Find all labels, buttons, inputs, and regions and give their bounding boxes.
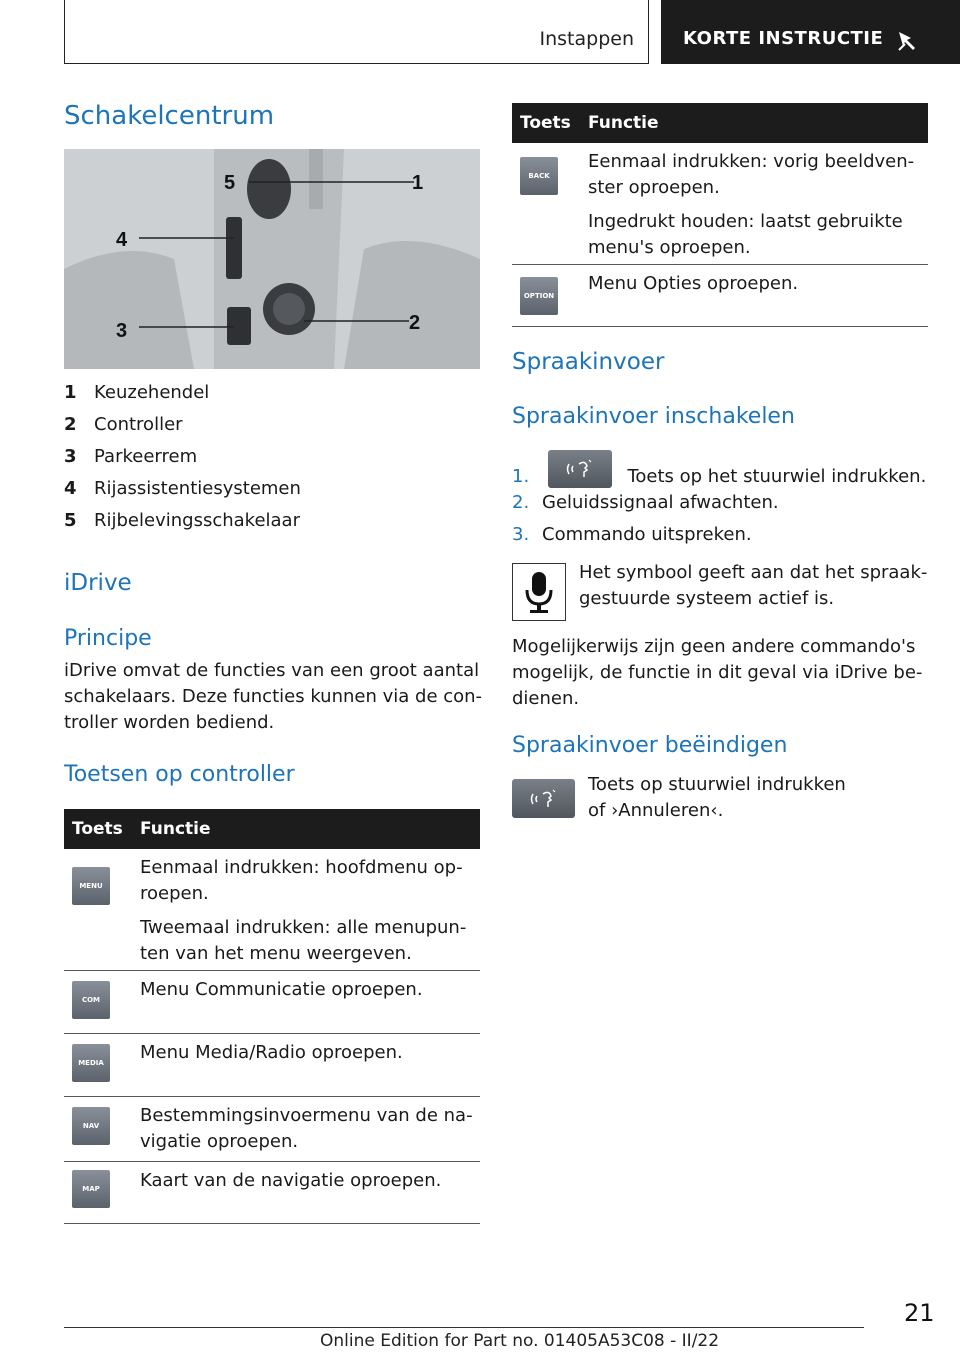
table-row (512, 265, 928, 327)
text-line: ten van het menu weergeven. (140, 943, 412, 964)
text-line: ster oproepen. (588, 177, 720, 198)
text-line: Eenmaal indrukken: vorig beeldven- (588, 151, 915, 172)
row-description (140, 1103, 473, 1155)
callout-2: 2 (409, 312, 421, 334)
legend-label: Controller (94, 414, 183, 435)
console-illustration (64, 149, 480, 369)
heading-idrive: iDrive (64, 570, 132, 596)
row-description (140, 1168, 441, 1194)
text-line: roepen. (140, 883, 209, 904)
controller-keys-table-continued (512, 103, 928, 327)
voice-button-icon (512, 779, 575, 818)
text-line: troller worden bediend. (64, 712, 275, 733)
step-text: Geluidssignaal afwachten. (542, 492, 779, 513)
text-line: schakelaars. Deze functies kunnen via de con- (64, 686, 483, 707)
footer-edition: Online Edition for Part no. 01405A53C08 - II/22 (320, 1331, 720, 1351)
option-key-icon: OPTION (520, 277, 558, 315)
text-line: Eenmaal indrukken: hoofdmenu op- (140, 857, 463, 878)
row-description (588, 271, 798, 297)
table-header (512, 103, 928, 143)
table-header (64, 809, 480, 849)
symbol-note (579, 560, 927, 612)
nav-key-icon: NAV (72, 1107, 110, 1145)
text-line: Het symbool geeft aan dat het spraak- (579, 562, 928, 583)
table-row (64, 1034, 480, 1097)
legend-label: Rijassistentiesystemen (94, 478, 301, 499)
legend-num: 2 (64, 414, 77, 435)
legend-num: 4 (64, 478, 77, 499)
legend-label: Rijbelevingsschakelaar (94, 510, 300, 531)
text-line: mogelijk, de functie in dit geval via iDrive be- (512, 662, 923, 683)
gear-console-figure (64, 149, 480, 369)
legend-num: 1 (64, 382, 77, 403)
section-title: Instappen (539, 28, 634, 50)
table-row (512, 143, 928, 265)
callout-4: 4 (116, 229, 128, 251)
chapter-tab (661, 0, 960, 64)
menu-key-icon: MENU (72, 867, 110, 905)
text-line: vigatie oproepen. (140, 1131, 299, 1152)
back-key-icon: BACK (520, 157, 558, 195)
text-line: iDrive omvat de functies van een groot aantal (64, 660, 480, 681)
header-section-box (64, 0, 649, 64)
step-1 (512, 458, 926, 496)
text-line: Bestemmingsinvoermenu van de na- (140, 1105, 473, 1126)
pointer-icon (897, 30, 919, 52)
step-text: Commando uitspreken. (542, 524, 752, 545)
col-function: Functie (588, 113, 659, 133)
media-key-icon: MEDIA (72, 1044, 110, 1082)
step-number: 2. (512, 492, 530, 513)
text-line: Menu Communicatie oproepen. (140, 979, 423, 1000)
callout-5: 5 (224, 172, 236, 194)
com-key-icon: COM (72, 981, 110, 1019)
legend-num: 5 (64, 510, 77, 531)
text-line: Tweemaal indrukken: alle menupun- (140, 917, 467, 938)
table-row (64, 1097, 480, 1162)
principle-text (64, 658, 482, 736)
heading-spraakinvoer: Spraakinvoer (512, 349, 665, 375)
table-row (64, 849, 480, 971)
text-line: of ›Annuleren‹. (588, 800, 724, 821)
chapter-title: KORTE INSTRUCTIE (683, 28, 884, 49)
legend-item (64, 510, 300, 531)
legend-item (64, 478, 301, 499)
step-2 (512, 492, 779, 513)
callout-1: 1 (412, 172, 424, 194)
row-description (588, 149, 914, 269)
voice-button-icon (548, 450, 612, 488)
legend-label: Keuzehendel (94, 382, 210, 403)
legend-item (64, 414, 183, 435)
text-line: menu's oproepen. (588, 237, 751, 258)
text-line: Mogelijkerwijs zijn geen andere commando's (512, 636, 916, 657)
heading-spraakinvoer-beeindigen: Spraakinvoer beëindigen (512, 733, 788, 758)
possibly-text (512, 634, 922, 712)
step-text: Toets op het stuurwiel indrukken. (627, 466, 927, 487)
callout-3: 3 (116, 320, 128, 342)
row-description (140, 977, 423, 1003)
heading-spraakinvoer-inschakelen: Spraakinvoer inschakelen (512, 404, 795, 429)
text-line: Menu Media/Radio oproepen. (140, 1042, 403, 1063)
text-line: dienen. (512, 688, 580, 709)
legend-item (64, 446, 197, 467)
col-key: Toets (72, 819, 123, 839)
step-number: 1. (512, 466, 530, 487)
heading-schakelcentrum: Schakelcentrum (64, 101, 275, 131)
legend-label: Parkeerrem (94, 446, 198, 467)
page-number: 21 (904, 1299, 935, 1327)
legend-num: 3 (64, 446, 77, 467)
col-key: Toets (520, 113, 571, 133)
col-function: Functie (140, 819, 211, 839)
row-description (140, 855, 466, 975)
row-description (140, 1040, 403, 1066)
text-line: Menu Opties oproepen. (588, 273, 799, 294)
speech-off-text (588, 772, 846, 824)
legend-item (64, 382, 209, 403)
heading-principe: Principe (64, 626, 152, 651)
heading-toetsen: Toetsen op controller (64, 762, 295, 787)
controller-keys-table (64, 809, 480, 1224)
table-row (64, 1162, 480, 1224)
step-number: 3. (512, 524, 530, 545)
microphone-icon (512, 563, 566, 621)
text-line: Toets op stuurwiel indrukken (588, 774, 846, 795)
step-3 (512, 524, 752, 545)
text-line: Kaart van de navigatie oproepen. (140, 1170, 442, 1191)
text-line: gestuurde systeem actief is. (579, 588, 835, 609)
text-line: Ingedrukt houden: laatst gebruikte (588, 211, 903, 232)
map-key-icon: MAP (72, 1170, 110, 1208)
table-row (64, 971, 480, 1034)
footer-divider (64, 1327, 864, 1328)
